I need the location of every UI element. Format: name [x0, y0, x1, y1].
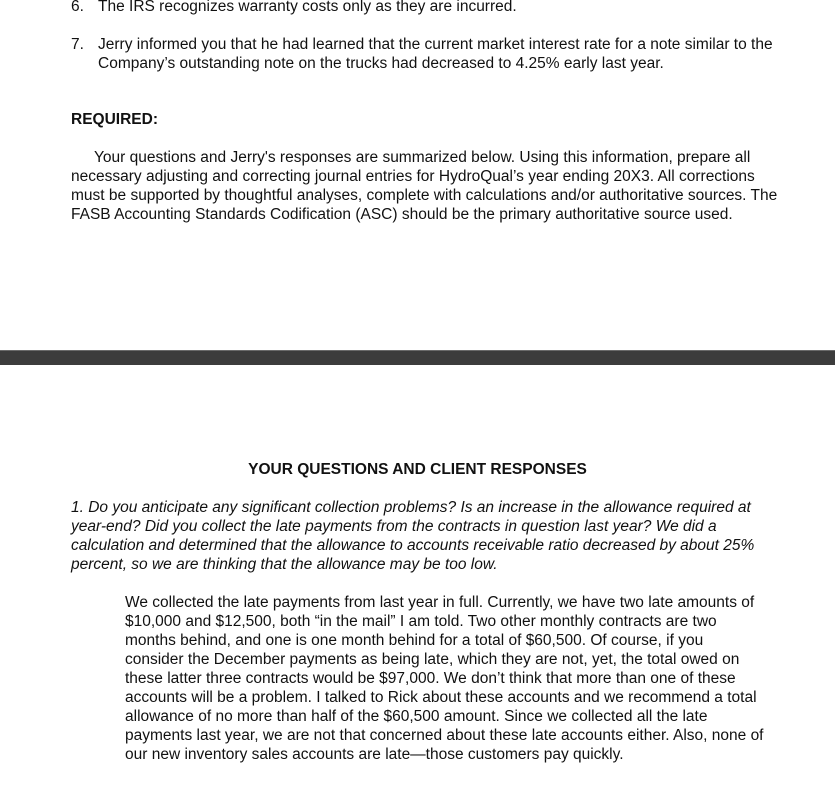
document-page-top: [0, 0, 835, 350]
list-item-text: The IRS recognizes warranty costs only as they are incurred.: [98, 0, 517, 15]
response-1: We collected the late payments from last year in full. Currently, we have two late amounts of $10,000 and $12,500, both “in the mail” I am told. Two other monthly contracts are two months behind, and one is one month behind for a total of $60,500. Of course, if you consider the December payments as being late, which they are not, yet, the total owed on these latter three contracts would be $97,000. We don’t think that more than one of these accounts will be a problem. I talked to Rick about these accounts and we recommend a total allowance of no more than half of the $60,500 amount. Since we collected all the late payments last year, we are not that concerned about these late accounts either. Also, none of our new inventory sales accounts are late—those customers pay quickly.: [125, 594, 764, 763]
list-item-text: Jerry informed you that he had learned that the current market interest rate for a note similar to the Company’s outstanding note on the trucks had decreased to 4.25% early last year.: [98, 36, 773, 72]
list-item-number: 6.: [71, 0, 84, 15]
list-item-7: [71, 35, 791, 73]
required-paragraph: Your questions and Jerry's responses are summarized below. Using this information, prepare all necessary adjusting and correcting journal entries for HydroQual’s year ending 20X3. All corrections must be supported by thoughtful analyses, complete with calculations and/or authoritative sources. The FASB Accounting Standards Codification (ASC) should be the primary authoritative source used.: [71, 149, 778, 223]
list-item-6: [71, 0, 791, 16]
question-1: 1. Do you anticipate any significant collection problems? Is an increase in the allowance required at year-end? Did you collect the late payments from the contracts in question last year? We did a calculation and determined that the allowance to accounts receivable ratio decreased by about 25% percent, so we are thinking that the allowance may be too low.: [71, 499, 755, 573]
list-item-number: 7.: [71, 36, 84, 53]
page-divider: [0, 350, 835, 365]
section-heading: YOUR QUESTIONS AND CLIENT RESPONSES: [248, 461, 587, 478]
document-page-bottom: [0, 365, 835, 801]
required-heading: REQUIRED:: [71, 111, 158, 128]
